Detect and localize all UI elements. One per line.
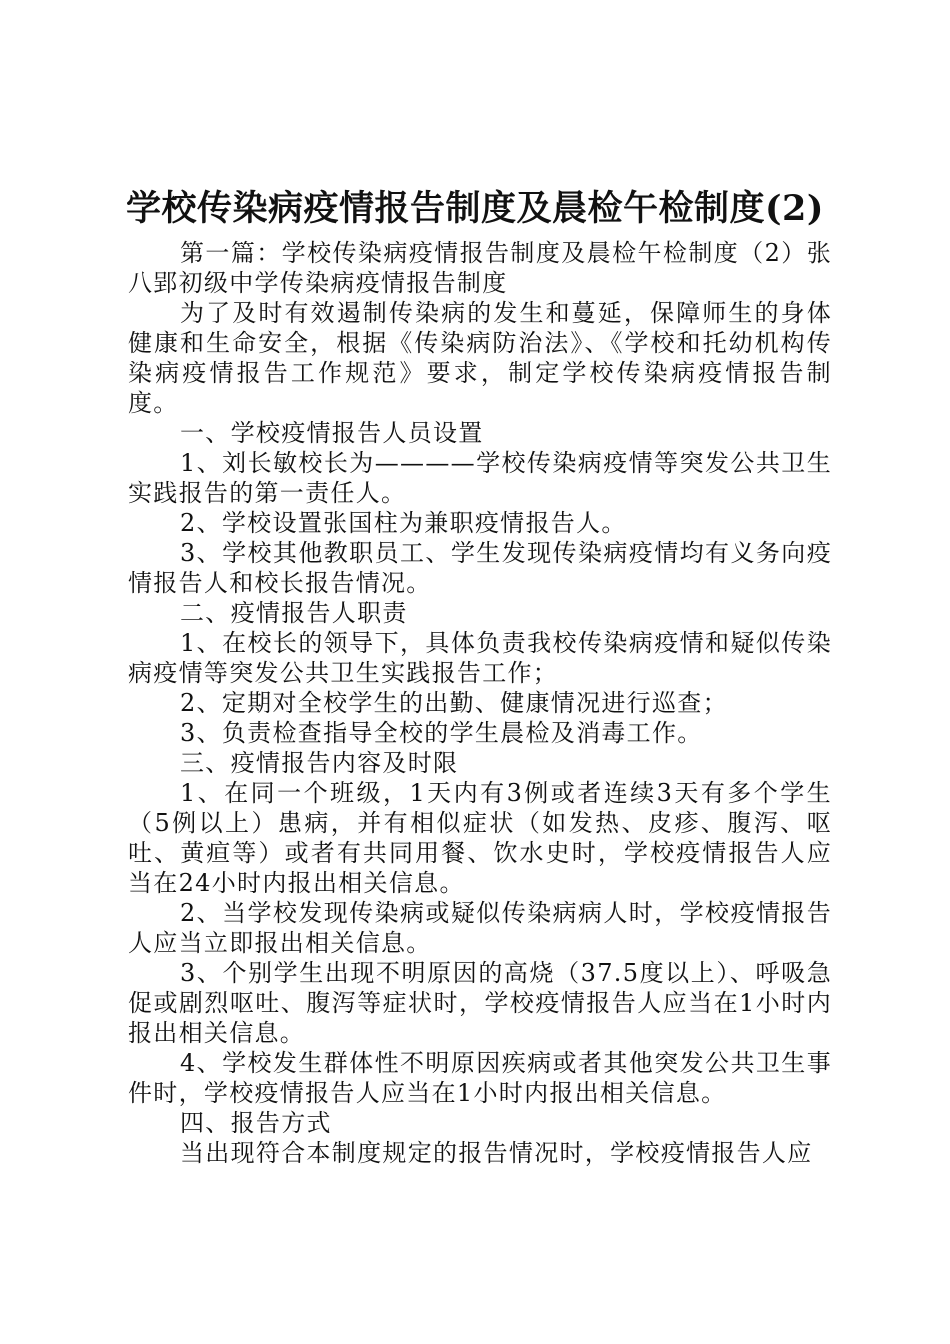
list-item: 2、定期对全校学生的出勤、健康情况进行巡查； — [180, 689, 728, 717]
list-item: 1、在同一个班级，1天内有3例或者连续3天有多个学生（5例以上）患病，并有相似症状（如发热、皮疹、腹泻、呕吐、黄疸等）或者有共同用餐、饮水史时，学校疫情报告人应当在24小时内报出相关信息。 — [128, 779, 832, 897]
paragraph-intro: 第一篇：学校传染病疫情报告制度及晨检午检制度（2）张八郢初级中学传染病疫情报告制度 — [128, 239, 832, 297]
list-item: 4、学校发生群体性不明原因疾病或者其他突发公共卫生事件时，学校疫情报告人应当在1小时内报出相关信息。 — [128, 1049, 832, 1107]
paragraph-purpose: 为了及时有效遏制传染病的发生和蔓延，保障师生的身体健康和生命安全，根据《传染病防治法》、《学校和托幼机构传染病疫情报告工作规范》要求，制定学校传染病疫情报告制度。 — [128, 299, 832, 417]
section-heading-1: 一、学校疫情报告人员设置 — [180, 419, 484, 447]
paragraph-report-method: 当出现符合本制度规定的报告情况时，学校疫情报告人应 — [180, 1139, 813, 1167]
section-heading-4: 四、报告方式 — [180, 1109, 332, 1137]
list-item: 2、学校设置张国柱为兼职疫情报告人。 — [180, 509, 627, 537]
list-item: 3、个别学生出现不明原因的高烧（37.5度以上）、呼吸急促或剧烈呕吐、腹泻等症状时，学校疫情报告人应当在1小时内报出相关信息。 — [128, 959, 832, 1047]
document-title: 学校传染病疫情报告制度及晨检午检制度(2) — [126, 188, 824, 229]
list-item: 3、负责检查指导全校的学生晨检及消毒工作。 — [180, 719, 703, 747]
section-heading-3: 三、疫情报告内容及时限 — [180, 749, 459, 777]
list-item: 1、刘长敏校长为————学校传染病疫情等突发公共卫生实践报告的第一责任人。 — [128, 449, 832, 507]
list-item: 3、学校其他教职员工、学生发现传染病疫情均有义务向疫情报告人和校长报告情况。 — [128, 539, 832, 597]
list-item: 1、在校长的领导下，具体负责我校传染病疫情和疑似传染病疫情等突发公共卫生实践报告工作； — [128, 629, 832, 687]
document-body — [128, 238, 832, 1168]
list-item: 2、当学校发现传染病或疑似传染病病人时，学校疫情报告人应当立即报出相关信息。 — [128, 899, 832, 957]
section-heading-2: 二、疫情报告人职责 — [180, 599, 408, 627]
